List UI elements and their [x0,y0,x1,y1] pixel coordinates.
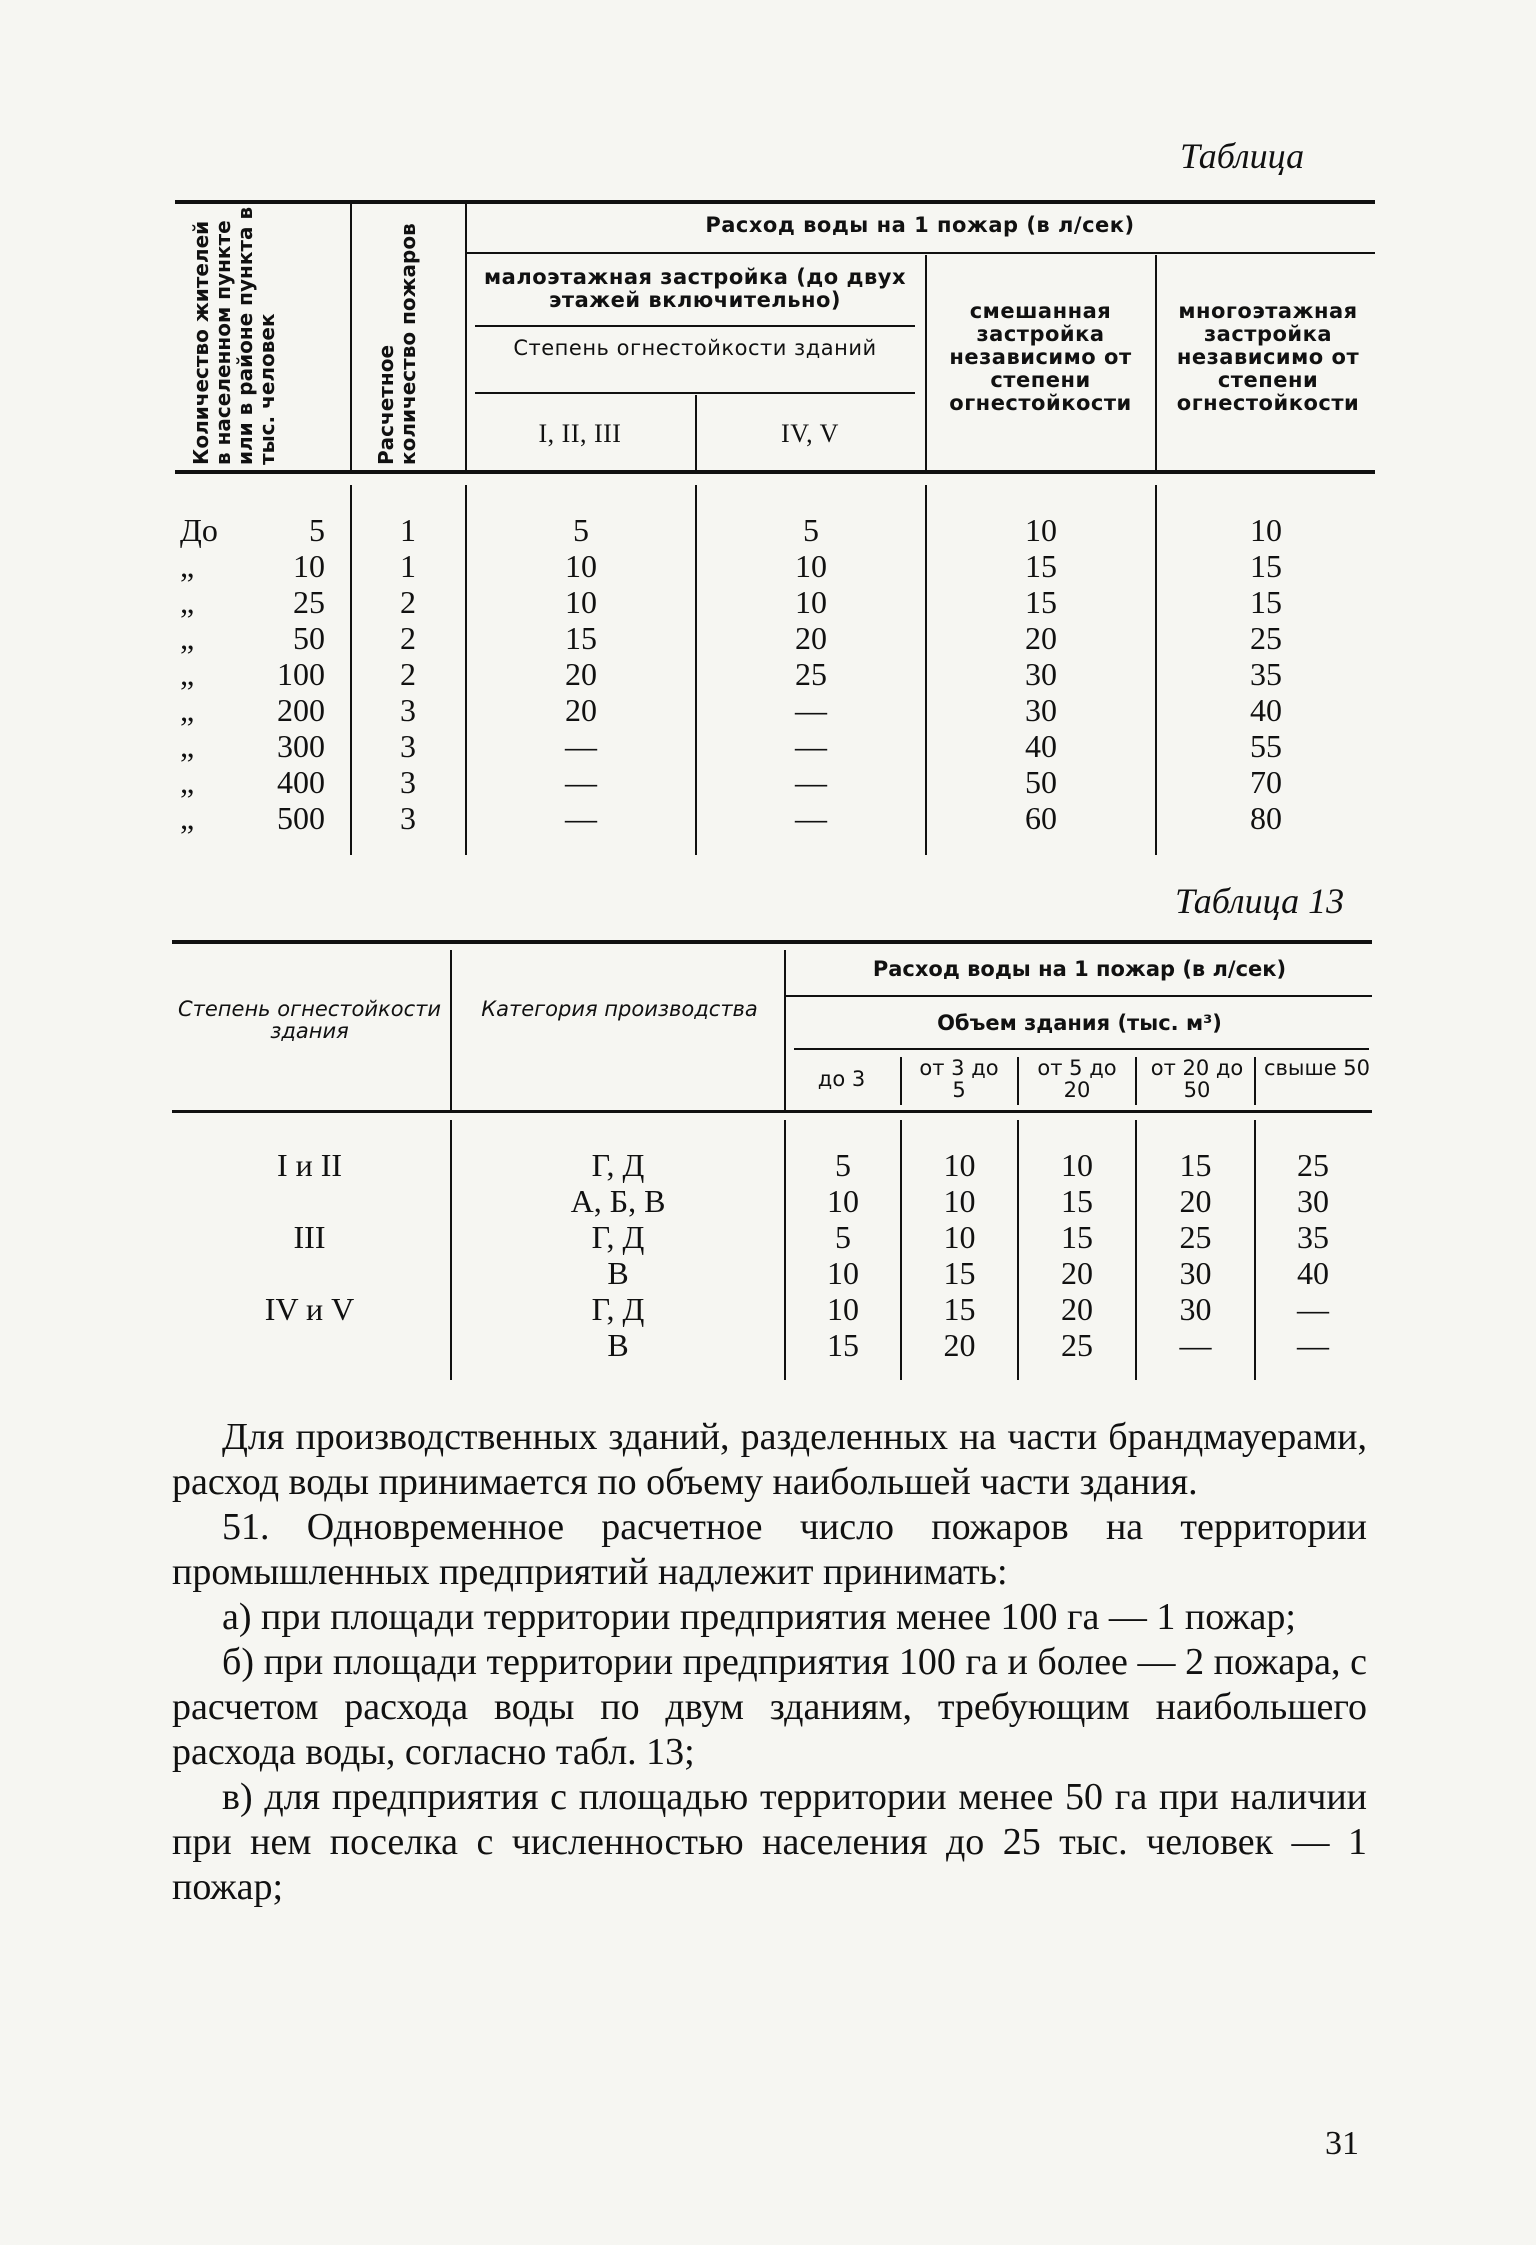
cell: 10 [795,584,827,620]
cell: 70 [1250,764,1282,800]
cell: 3 [400,764,416,800]
hline [475,325,915,327]
cell: 60 [1025,800,1057,836]
cell: — [565,728,597,764]
table1-multi-col [1157,512,1375,836]
cell: III [293,1219,326,1255]
table1-header-rule [175,470,1375,474]
cell: 80 [1250,800,1282,836]
cell: 300 [277,728,325,764]
vline [900,1057,902,1105]
paragraph: Для производственных зданий, разделенных на части брандмауерами, расход воды принимается по объему наибольшей части здания. [172,1416,1367,1503]
page-number: 31 [1325,2125,1359,2162]
cell: 20 [1025,620,1057,656]
cell: 10 [943,1147,976,1183]
cell: — [795,692,827,728]
cell: 15 [827,1327,859,1363]
cell: 10 [827,1255,859,1291]
cell: 3 [400,692,416,728]
table1-pre-col [180,512,220,836]
cell: 15 [943,1255,976,1291]
cell: — [1297,1291,1329,1327]
cell: „ [180,764,195,800]
paragraph: б) при площади территории предприятия 100 га и более — 2 пожара, с расчетом расхода воды по двум зданиям, требующим наибольшего расхода воды, согласно табл. 13; [172,1641,1367,1773]
cell: 10 [1061,1147,1093,1183]
table1-mixed-header: смешанная застройка независимо от степени огнестойкости [949,299,1132,415]
vline [1155,255,1157,470]
table2-vol4-col [1256,1147,1370,1363]
cell: — [565,764,597,800]
table2-vol-4: свыше 50 [1263,1056,1371,1080]
cell [172,1255,447,1291]
cell: — [565,800,597,836]
cell [172,1327,447,1363]
cell: 3 [400,728,416,764]
cell: 15 [1250,548,1282,584]
cell: Г, Д [591,1291,645,1327]
body-text [172,1415,1367,1910]
cell: 5 [573,512,589,548]
vline [450,1120,452,1380]
table2-degree-col [172,1147,447,1363]
table2-caption: Таблица 13 [1175,881,1345,921]
vline [925,255,927,470]
table1-col1-header: Количество жителей в населенном пункте или в районе пункта в тыс. человек [189,206,279,465]
cell: В [607,1327,629,1363]
cell: 10 [565,584,597,620]
paragraph: 51. Одновременное расчетное число пожаров на территории промышленных предприятий надлежит принимать: [172,1506,1367,1593]
vline [465,200,467,470]
table2-top-rule [172,940,1372,944]
cell: „ [180,620,195,656]
cell: „ [180,548,195,584]
cell: 15 [1179,1147,1212,1183]
cell: 15 [1250,584,1282,620]
table2-vol-2: от 5 до 20 [1037,1056,1117,1102]
cell: 3 [400,800,416,836]
cell: 20 [1061,1255,1093,1291]
table1-deg-b-header: IV, V [781,419,839,448]
cell: 35 [1297,1219,1329,1255]
cell: 20 [1061,1291,1093,1327]
cell: — [795,764,827,800]
cell: 30 [1297,1183,1329,1219]
cell: Г, Д [591,1219,645,1255]
cell: 30 [1179,1291,1212,1327]
cell: 40 [1250,692,1282,728]
cell: 2 [400,656,416,692]
cell: Г, Д [591,1147,645,1183]
cell: 15 [1025,548,1057,584]
vline [450,950,452,1110]
cell: IV и V [264,1291,355,1327]
hline [784,995,1372,997]
cell: 40 [1297,1255,1329,1291]
cell: — [1297,1327,1329,1363]
cell: 2 [400,620,416,656]
hline [475,392,915,394]
cell: — [1179,1327,1212,1363]
cell: 15 [1025,584,1057,620]
cell: „ [180,728,195,764]
cell: I и II [276,1147,343,1183]
cell: В [607,1255,629,1291]
cell: А, Б, В [570,1183,666,1219]
cell: 1 [400,512,416,548]
cell: 15 [565,620,597,656]
table2-col1-header: Степень огнестойкости здания [177,997,441,1043]
cell: 5 [835,1219,851,1255]
cell: 5 [803,512,819,548]
table2-water-header: Расход воды на 1 пожар (в л/сек) [872,957,1287,981]
cell: До [180,512,218,548]
cell: 20 [943,1327,976,1363]
cell: 100 [277,656,325,692]
table2-vol0-col [786,1147,900,1363]
cell: 25 [1061,1327,1093,1363]
vline [695,395,697,470]
cell: 20 [1179,1183,1212,1219]
cell: 25 [795,656,827,692]
table1-water-header: Расход воды на 1 пожар (в л/сек) [705,213,1135,237]
cell: 25 [1179,1219,1212,1255]
paragraph: а) при площади территории предприятия менее 100 га — 1 пожар; [222,1596,1296,1638]
hline [465,252,1375,254]
cell: 25 [293,584,325,620]
cell: 500 [277,800,325,836]
cell: 5 [309,512,325,548]
cell: 30 [1025,692,1057,728]
table1-mixed-col [927,512,1155,836]
cell: 10 [1250,512,1282,548]
cell: 20 [795,620,827,656]
cell: 1 [400,548,416,584]
vline [350,200,352,470]
cell: 10 [827,1291,859,1327]
cell: 55 [1250,728,1282,764]
cell: 25 [1297,1147,1329,1183]
cell: 25 [1250,620,1282,656]
cell: 2 [400,584,416,620]
cell: 20 [565,656,597,692]
cell: 10 [565,548,597,584]
table1-deg-a-header: I, II, III [538,419,622,448]
table2-header-rule [172,1110,1372,1113]
table1-fire-degree-header: Степень огнестойкости зданий [513,336,877,360]
vline [350,485,352,855]
cell: 20 [565,692,597,728]
cell [172,1183,447,1219]
table1-low-rise-header: малоэтажная застройка (до двух этажей включительно) [484,265,906,312]
cell: 30 [1025,656,1057,692]
table1-caption: Таблица [1180,136,1305,176]
table1-top-rule [175,200,1375,204]
cell: 40 [1025,728,1057,764]
cell: „ [180,656,195,692]
cell: 15 [1061,1219,1093,1255]
hline [794,1048,1369,1050]
table1-col2-header: Расчетное количество пожаров [374,223,420,465]
cell: 15 [1061,1183,1093,1219]
cell: — [795,800,827,836]
cell: 400 [277,764,325,800]
table2-category-col [454,1147,782,1363]
cell: 15 [943,1291,976,1327]
cell: 30 [1179,1255,1212,1291]
table2-vol2-col [1019,1147,1135,1363]
cell: 10 [943,1219,976,1255]
table2-vol3-col [1137,1147,1254,1363]
cell: 10 [293,548,325,584]
table1-pop-col [225,512,325,836]
table2-vol-1: от 3 до 5 [919,1056,999,1102]
cell: „ [180,800,195,836]
cell: 50 [293,620,325,656]
table1-b-col [697,512,925,836]
cell: 10 [943,1183,976,1219]
table2-col2-header: Категория производства [481,997,758,1021]
cell: „ [180,584,195,620]
cell: 10 [827,1183,859,1219]
cell: — [795,728,827,764]
table1 [175,200,1375,860]
table1-a-col [467,512,695,836]
table1-fires-col [353,512,463,836]
table2 [172,940,1372,1390]
cell: „ [180,692,195,728]
table2-vol1-col [902,1147,1017,1363]
cell: 5 [835,1147,851,1183]
table1-multi-header: многоэтажная застройка независимо от степени огнестойкости [1176,299,1360,415]
table2-volume-header: Объем здания (тыс. м³) [937,1011,1222,1035]
table2-vol-3: от 20 до 50 [1150,1056,1244,1102]
vline [1254,1057,1256,1105]
cell: 10 [1025,512,1057,548]
cell: 35 [1250,656,1282,692]
table2-vol-0: до 3 [817,1067,866,1091]
cell: 10 [795,548,827,584]
paragraph: в) для предприятия с площадью территории менее 50 га при наличии при нем поселка с численностью населения до 25 тыс. человек — 1 пожар; [172,1776,1367,1908]
cell: 50 [1025,764,1057,800]
cell: 200 [277,692,325,728]
vline [1017,1057,1019,1105]
vline [1135,1057,1137,1105]
